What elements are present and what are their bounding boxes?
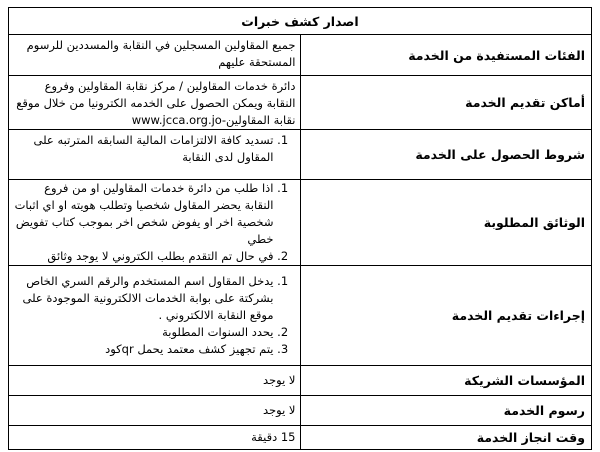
row-value-procedures (9, 266, 301, 366)
row-label-partners: المؤسسات الشريكة (300, 366, 592, 396)
row-value-beneficiaries: جميع المقاولين المسجلين في النقابة والمسددين للرسوم المستحقة عليهم (9, 35, 301, 76)
list-item: 1. يدخل المقاول اسم المستخدم والرقم السري الخاص بشركتة على بوابة الخدمات الالكترونية الموجودة على موقع النقابة الالكتروني . (13, 273, 274, 324)
row-label-time: وقت انجاز الخدمة (300, 426, 592, 450)
list-item: 2. يحدد السنوات المطلوبة (13, 324, 274, 341)
list-item: 2. في حال تم التقدم بطلب الكتروني لا يوجد وثائق (13, 248, 274, 265)
row-label-documents: الوثائق المطلوبة (300, 180, 592, 266)
list-item: 1. اذا طلب من دائرة خدمات المقاولين او من فروع النقابة يحضر المقاول شخصيا وتطلب هويته او اي اثبات شخصية اخر او يفوض شخص اخر بموجب كتاب تفويض خطي (13, 180, 274, 248)
row-value-locations: دائرة خدمات المقاولين / مركز نقابة المقاولين وفروع النقابة ويمكن الحصول على الخدمه الكترونيا من خلال موقع نقابة المقاولين-www.jcca.org.jo (9, 76, 301, 130)
row-label-locations: أماكن تقديم الخدمة (300, 76, 592, 130)
row-value-fees: لا يوجد (9, 396, 301, 426)
row-value-conditions (9, 130, 301, 180)
service-table (8, 7, 592, 450)
row-label-procedures: إجراءات تقديم الخدمة (300, 266, 592, 366)
conditions-list (13, 132, 296, 166)
procedures-list (13, 273, 296, 358)
list-item: 3. يتم تجهيز كشف معتمد يحمل qrكود (13, 341, 274, 358)
list-item: 1. تسديد كافة الالتزامات المالية السابقه المترتبه على المقاول لدى النقابة (13, 132, 274, 166)
documents-list (13, 180, 296, 265)
row-label-beneficiaries: الفئات المستفيدة من الخدمة (300, 35, 592, 76)
table-title: اصدار كشف خبرات (9, 8, 592, 35)
row-label-conditions: شروط الحصول على الخدمة (300, 130, 592, 180)
row-value-time: 15 دقيقة (9, 426, 301, 450)
row-value-documents (9, 180, 301, 266)
row-label-fees: رسوم الخدمة (300, 396, 592, 426)
row-value-partners: لا يوجد (9, 366, 301, 396)
